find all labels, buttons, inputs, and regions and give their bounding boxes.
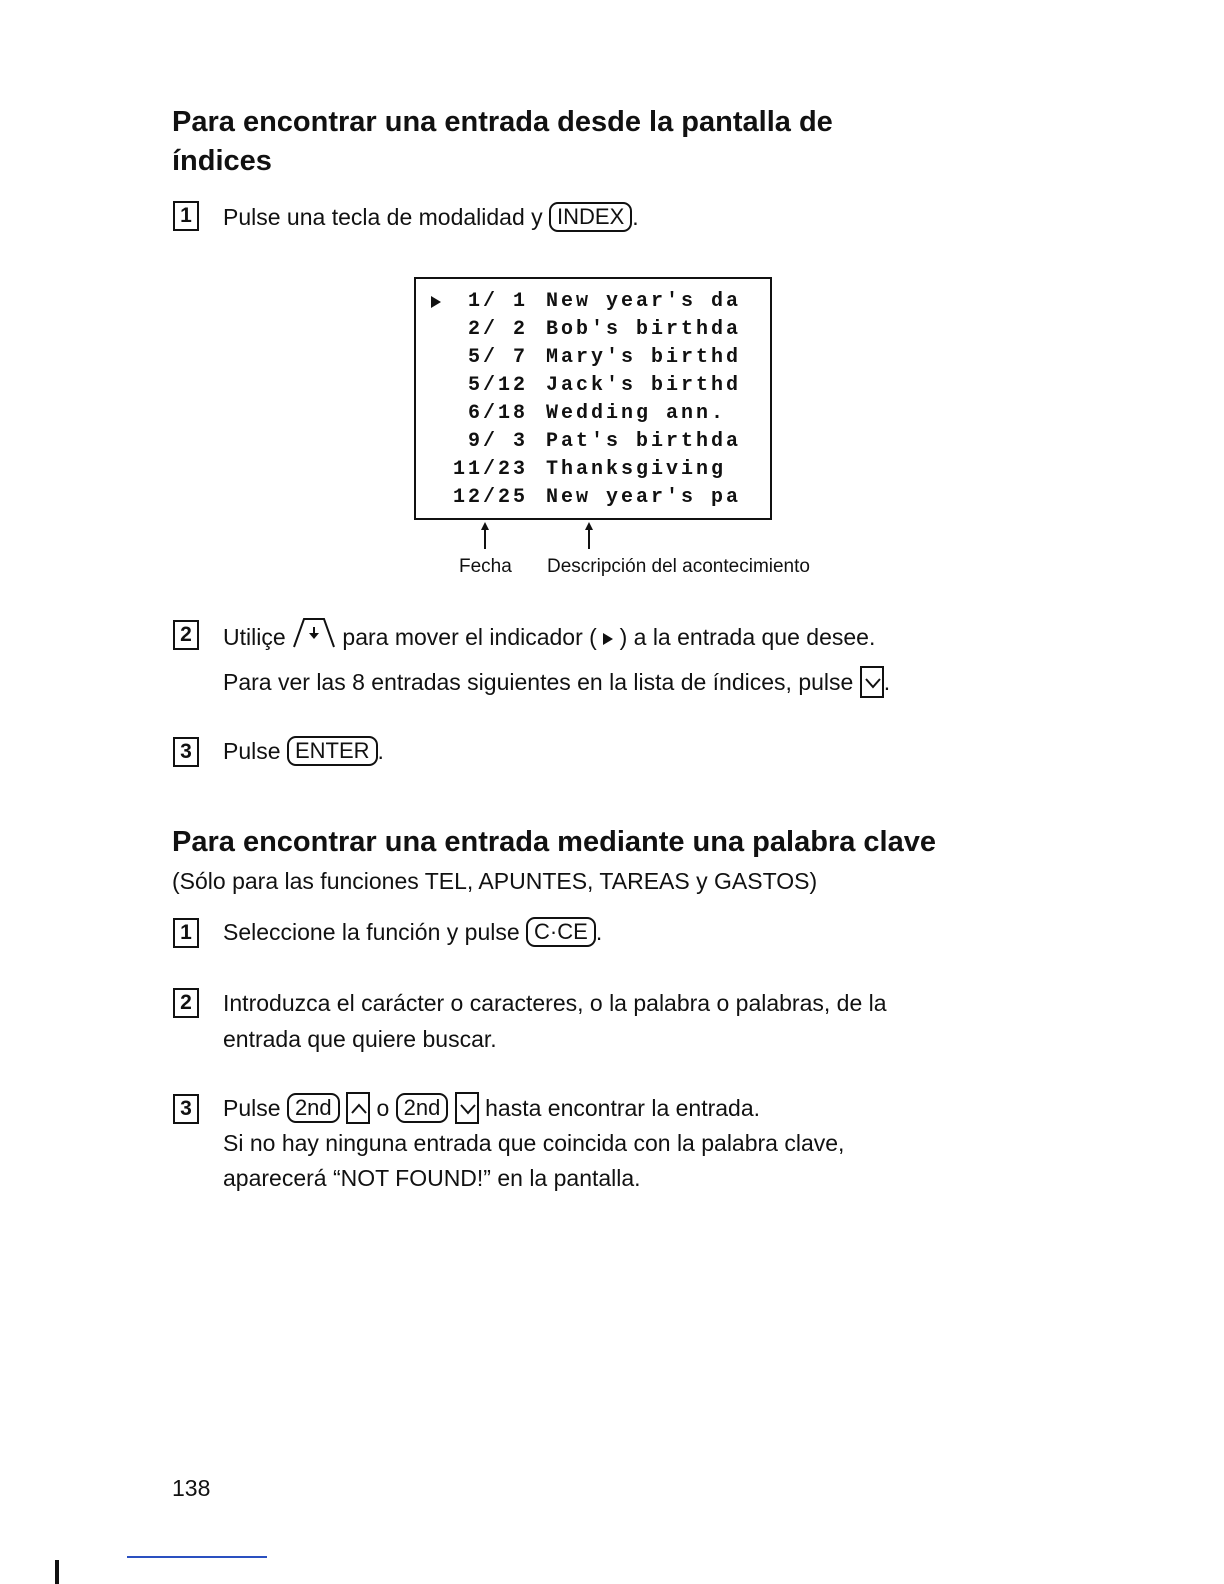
row-date: 5/ 7 xyxy=(467,346,528,369)
step2-line2-end: . xyxy=(883,669,891,695)
row-desc: New year's da xyxy=(546,290,742,313)
step1-post: . xyxy=(632,204,639,230)
row-date: 1/ 1 xyxy=(467,290,528,313)
cursor-down-key-icon xyxy=(292,617,336,657)
row-desc: Mary's birthd xyxy=(546,346,742,369)
step2-pre: Utiliçe xyxy=(223,624,286,651)
c-ce-key: C·CE xyxy=(526,917,596,947)
step2-line2-text: Para ver las 8 entradas siguientes en la lista de índices, pulse xyxy=(223,669,854,695)
section1-title-line2: índices xyxy=(172,145,272,177)
s2-step2-line1: Introduzca el carácter o caracteres, o la palabra o palabras, de la xyxy=(223,990,887,1016)
row-desc: Wedding ann. xyxy=(546,402,727,425)
enter-key: ENTER xyxy=(287,736,378,766)
up-arrow-icon xyxy=(478,522,492,550)
row-date: 2/ 2 xyxy=(467,318,528,341)
page-down-key-icon xyxy=(455,1092,479,1124)
row-date: 6/18 xyxy=(467,402,528,425)
page-up-key-icon xyxy=(346,1092,370,1124)
2nd-key: 2nd xyxy=(396,1093,449,1123)
step3-text xyxy=(223,735,384,768)
step-number: 1 xyxy=(173,918,199,948)
margin-mark xyxy=(55,1560,59,1584)
footer-rule xyxy=(127,1556,267,1558)
caption-date: Fecha xyxy=(459,556,512,577)
caption-description: Descripción del acontecimiento xyxy=(547,556,810,577)
row-desc: Thanksgiving xyxy=(546,458,727,481)
s2-step3-line3: aparecerá “NOT FOUND!” en la pantalla. xyxy=(223,1165,641,1191)
step1-pre: Pulse una tecla de modalidad y xyxy=(223,204,543,230)
s2-step3-post: hasta encontrar la entrada. xyxy=(485,1095,761,1121)
section2-title: Para encontrar una entrada mediante una palabra clave xyxy=(172,826,936,858)
row-date: 11/23 xyxy=(452,458,528,481)
row-date: 9/ 3 xyxy=(467,430,528,453)
step2-line2 xyxy=(223,666,890,700)
row-desc: Bob's birthda xyxy=(546,318,742,341)
s2-step1-text xyxy=(223,916,602,949)
pointer-indicator-icon xyxy=(603,633,613,645)
s2-step3-line1 xyxy=(223,1092,760,1126)
step3-pre: Pulse xyxy=(223,738,281,764)
step1-text xyxy=(223,201,639,234)
index-screen xyxy=(414,277,772,520)
step-number: 1 xyxy=(173,201,199,231)
up-arrow-icon xyxy=(582,522,596,550)
section1-title-line1: Para encontrar una entrada desde la pantalla de xyxy=(172,106,833,138)
2nd-key: 2nd xyxy=(287,1093,340,1123)
s2-step2-line2: entrada que quiere buscar. xyxy=(223,1026,497,1052)
s2-step1-pre: Seleccione la función y pulse xyxy=(223,919,520,945)
s2-step3-line2: Si no hay ninguna entrada que coincida con la palabra clave, xyxy=(223,1130,845,1156)
row-desc: Jack's birthd xyxy=(546,374,742,397)
row-date: 12/25 xyxy=(452,486,528,509)
page-down-key-icon xyxy=(860,666,884,698)
step2-mid: para mover el indicador ( xyxy=(342,624,597,651)
step2-line1 xyxy=(223,619,875,659)
step-number: 2 xyxy=(173,988,199,1018)
step-number: 3 xyxy=(173,1094,199,1124)
index-key: INDEX xyxy=(549,202,632,232)
page-number: 138 xyxy=(172,1475,211,1501)
s2-step3-pre: Pulse xyxy=(223,1095,281,1121)
s2-step1-post: . xyxy=(595,919,603,945)
row-desc: New year's pa xyxy=(546,486,742,509)
section2-subtitle: (Sólo para las funciones TEL, APUNTES, TAREAS y GASTOS) xyxy=(172,868,818,894)
step3-post: . xyxy=(377,738,384,764)
step2-end: ) a la entrada que desee. xyxy=(619,624,876,651)
row-date: 5/12 xyxy=(467,374,528,397)
s2-step3-or: o xyxy=(376,1095,390,1121)
step-number: 3 xyxy=(173,737,199,767)
step-number: 2 xyxy=(173,620,199,650)
row-desc: Pat's birthda xyxy=(546,430,742,453)
pointer-indicator-icon xyxy=(431,296,441,308)
